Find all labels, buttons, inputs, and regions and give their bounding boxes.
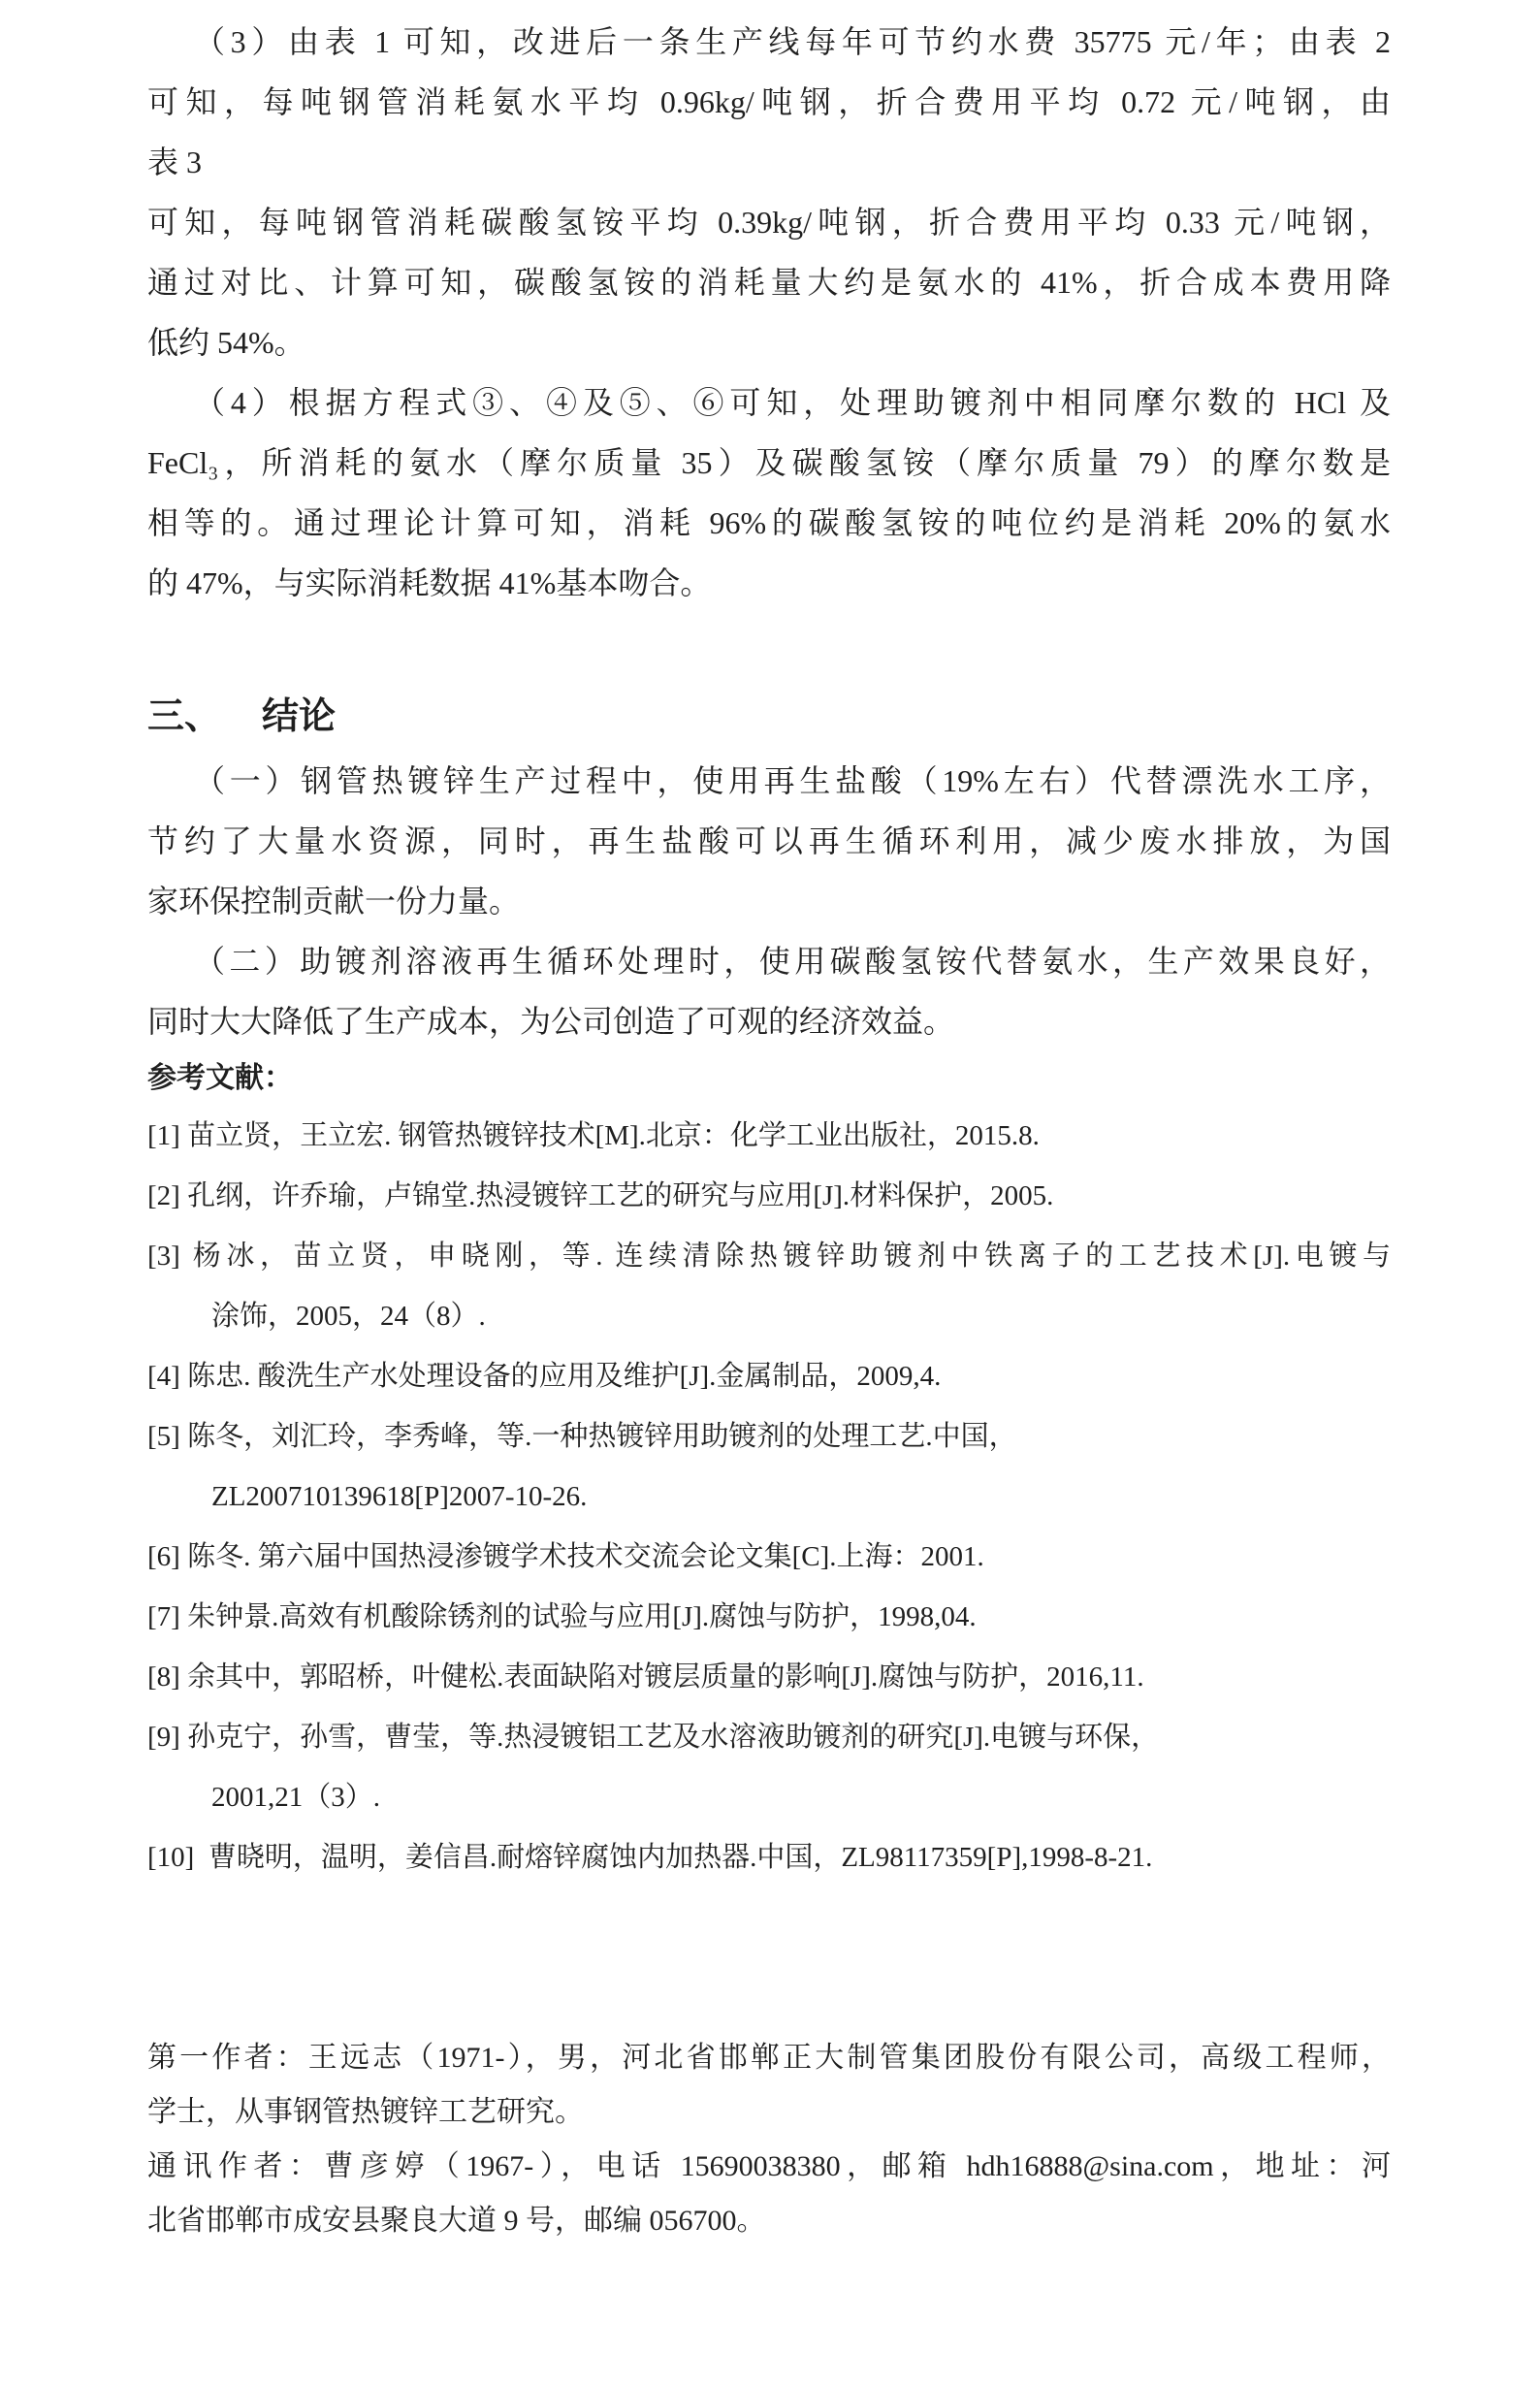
reference-3-line-1: [3] 杨冰，苗立贤，申晓刚，等. 连续清除热镀锌助镀剂中铁离子的工艺技术[J].电镀与 (147, 1241, 1391, 1272)
first-author-line-2: 学士，从事钢管热镀锌工艺研究。 (147, 2096, 584, 2128)
conclusion-para1-line-3: 家环保控制贡献一份力量。 (147, 884, 521, 919)
intro-para4-line-1: （4）根据方程式③、④及⑤、⑥可知，处理助镀剂中相同摩尔数的 HCl 及 (194, 385, 1391, 420)
reference-8: [8] 余其中，郭昭桥，叶健松.表面缺陷对镀层质量的影响[J].腐蚀与防护，2016,11. (147, 1661, 1144, 1693)
conclusion-section-heading (147, 683, 1391, 751)
reference-6: [6] 陈冬. 第六届中国热浸渗镀学术技术交流会论文集[C].上海：2001. (147, 1541, 984, 1572)
intro-para4-line-3: 相等的。通过理论计算可知，消耗 96%的碳酸氢铵的吨位约是消耗 20%的氨水 (147, 505, 1391, 540)
reference-9-line-2: 2001,21（3）. (211, 1782, 381, 1813)
intro-para3-line-6: 低约 54%。 (147, 325, 305, 360)
corresponding-author-line-1: 通讯作者：曹彦婷（1967-），电话 15690038380，邮箱 hdh16888@sina.com，地址：河 (147, 2150, 1391, 2182)
intro-para4-line-4: 的 47%，与实际消耗数据 41%基本吻合。 (147, 565, 712, 600)
reference-1: [1] 苗立贤，王立宏. 钢管热镀锌技术[M].北京：化学工业出版社，2015.8. (147, 1120, 1040, 1151)
intro-para3-line-5: 通过对比、计算可知，碳酸氢铵的消耗量大约是氨水的 41%，折合成本费用降 (147, 265, 1391, 300)
intro-para3-line-3: 表 3 (147, 145, 203, 179)
conclusion-para1-line-2: 节约了大量水资源，同时，再生盐酸可以再生循环利用，减少废水排放，为国 (147, 823, 1391, 858)
reference-2: [2] 孔纲，许乔瑜，卢锦堂.热浸镀锌工艺的研究与应用[J].材料保护，2005. (147, 1180, 1054, 1211)
conclusion-heading-title: 结论 (262, 696, 337, 737)
conclusion-para2-line-2: 同时大大降低了生产成本，为公司创造了可观的经济效益。 (147, 1004, 955, 1039)
conclusion-para1-line-1: （一）钢管热镀锌生产过程中，使用再生盐酸（19%左右）代替漂洗水工序， (194, 763, 1391, 798)
references-list (147, 1106, 1391, 1887)
first-author-line-1: 第一作者：王远志（1971-），男，河北省邯郸正大制管集团股份有限公司，高级工程师， (147, 2042, 1391, 2074)
corresponding-author-line-2: 北省邯郸市成安县聚良大道 9 号，邮编 056700。 (147, 2205, 766, 2237)
reference-9-line-1: [9] 孙克宁，孙雪，曹莹，等.热浸镀铝工艺及水溶液助镀剂的研究[J].电镀与环保， (147, 1722, 1160, 1753)
document-content (147, 12, 1391, 2248)
author-info (147, 2031, 1391, 2248)
intro-para3-line-2: 可知，每吨钢管消耗氨水平均 0.96kg/吨钢，折合费用平均 0.72 元/吨钢，由 (147, 84, 1391, 119)
reference-10: [10] 曹晓明，温明，姜信昌.耐熔锌腐蚀内加热器.中国，ZL98117359[P],1998-8-21. (147, 1842, 1153, 1873)
intro-para3-line-4: 可知，每吨钢管消耗碳酸氢铵平均 0.39kg/吨钢，折合费用平均 0.33 元/吨钢， (147, 205, 1391, 240)
conclusion-para2-line-1: （二）助镀剂溶液再生循环处理时，使用碳酸氢铵代替氨水，生产效果良好， (194, 944, 1391, 979)
conclusion-heading-number: 三、 (147, 696, 222, 737)
references-heading: 参考文献： (147, 1062, 293, 1094)
intro-para3-line-1: （3）由表 1 可知，改进后一条生产线每年可节约水费 35775 元/年；由表 2 (194, 24, 1391, 59)
intro-para4-line-2: FeCl₃，所消耗的氨水（摩尔质量 35）及碳酸氢铵（摩尔质量 79）的摩尔数是 (147, 445, 1391, 480)
reference-7: [7] 朱钟景.高效有机酸除锈剂的试验与应用[J].腐蚀与防护，1998,04. (147, 1601, 977, 1632)
reference-4: [4] 陈忠. 酸洗生产水处理设备的应用及维护[J].金属制品，2009,4. (147, 1361, 942, 1392)
reference-3-line-2: 涂饰，2005，24（8）. (211, 1301, 486, 1332)
reference-5-line-2: ZL200710139618[P]2007-10-26. (211, 1481, 588, 1512)
reference-5-line-1: [5] 陈冬，刘汇玲，李秀峰，等.一种热镀锌用助镀剂的处理工艺.中国， (147, 1421, 1017, 1452)
